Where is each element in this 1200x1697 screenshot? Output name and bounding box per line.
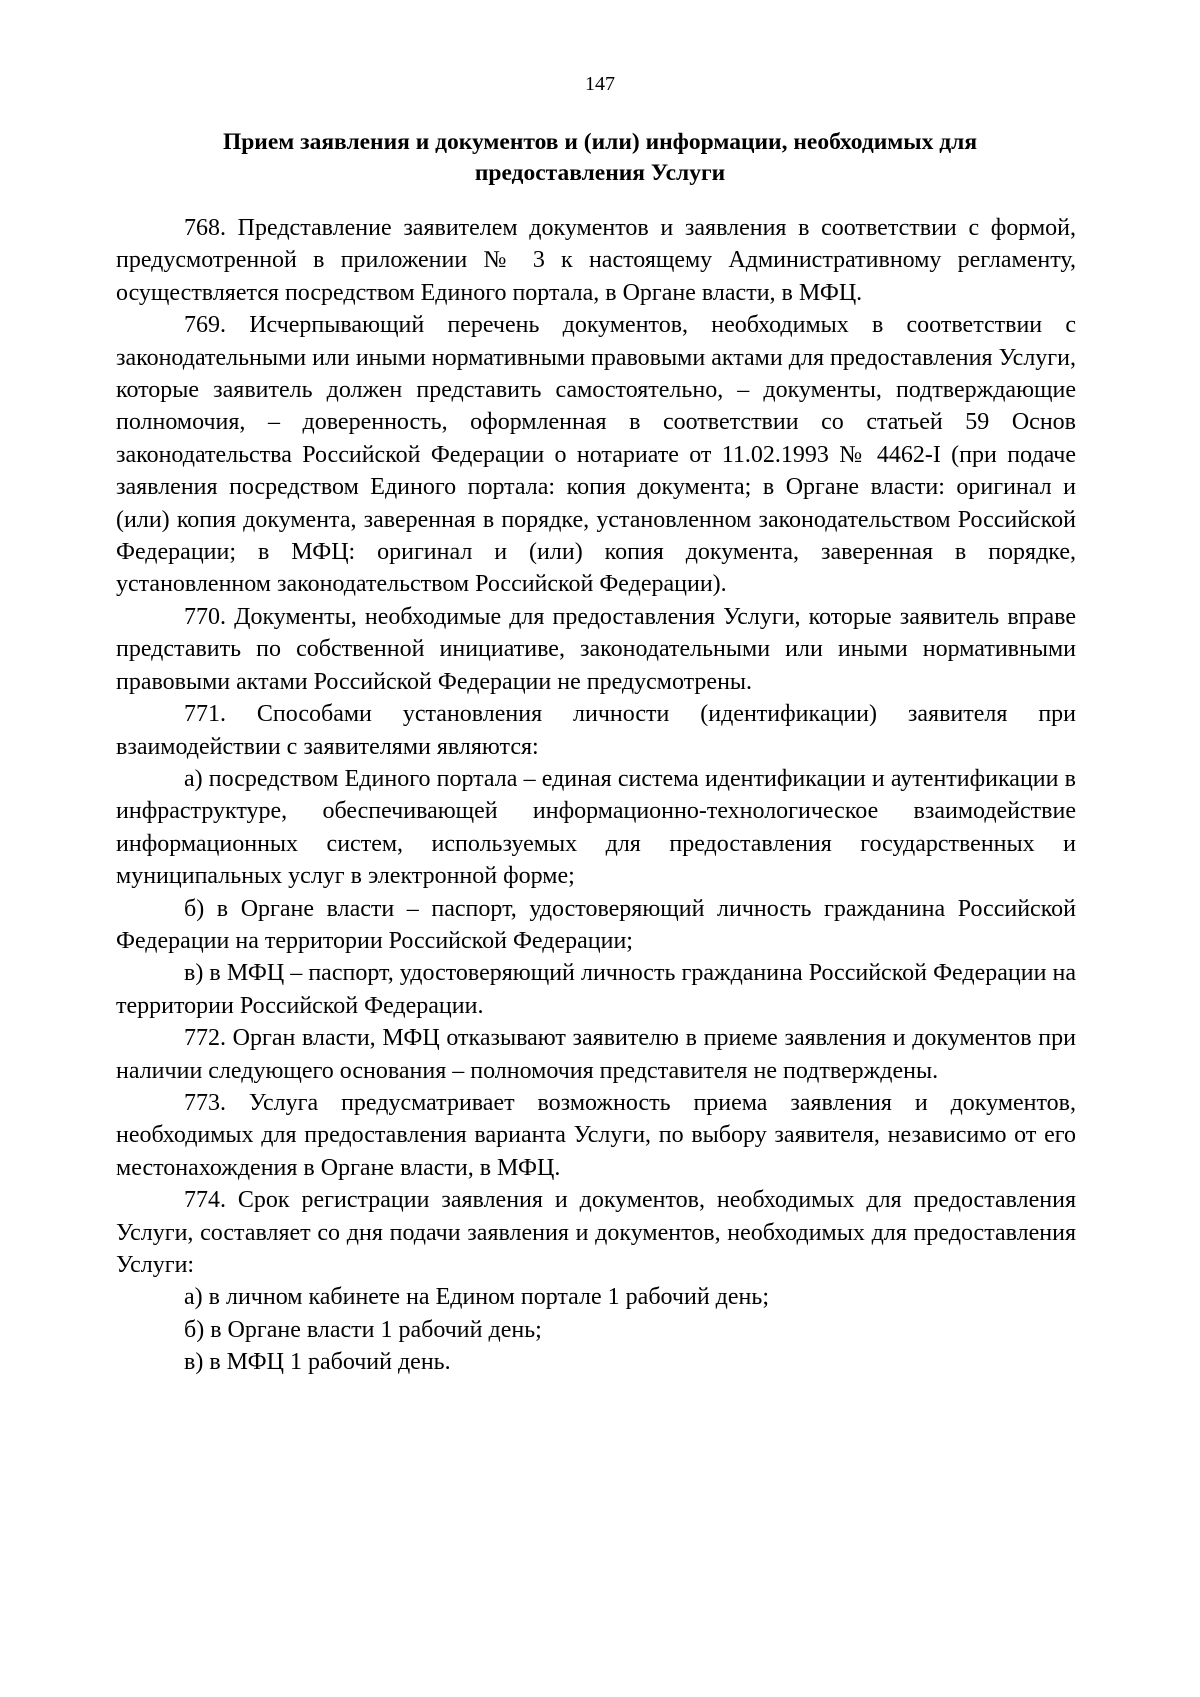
list-item-774-c: в) в МФЦ 1 рабочий день. <box>184 1349 451 1376</box>
paragraph-770: 770. Документы, необходимые для предоставления Услуги, которые заявитель вправе представить по собственной инициативе, законодательными или иными нормативными правовыми актами Российской Федерации не предусмотрены. <box>116 603 1076 695</box>
paragraph-768: 768. Представление заявителем документов и заявления в соответствии с формой, предусмотренной в приложении № 3 к настоящему Административному регламенту, осуществляется посредством Единого портала, в Органе власти, в МФЦ. <box>116 215 1076 306</box>
document-body <box>116 212 1076 1379</box>
paragraph-772: 772. Орган власти, МФЦ отказывают заявителю в приеме заявления и документов при наличии следующего основания – полномочия представителя не подтверждены. <box>116 1025 1076 1084</box>
paragraph-774: 774. Срок регистрации заявления и документов, необходимых для предоставления Услуги, составляет со дня подачи заявления и документов, необходимых для предоставления Услуги: <box>116 1187 1076 1278</box>
list-item-771-a: а) посредством Единого портала – единая система идентификации и аутентификации в инфраструктуре, обеспечивающей информационно-технологическое взаимодействие информационных систем, используемых для предоставления государственных и муниципальных услуг в электронной форме; <box>116 765 1076 890</box>
list-item-771-c: в) в МФЦ – паспорт, удостоверяющий личность гражданина Российской Федерации на территории Российской Федерации. <box>116 960 1076 1019</box>
list-item-774-a: а) в личном кабинете на Едином портале 1 рабочий день; <box>184 1284 769 1311</box>
section-title: Прием заявления и документов и (или) информации, необходимых для предоставления Услуги <box>222 129 978 186</box>
paragraph-769: 769. Исчерпывающий перечень документов, необходимых в соответствии с законодательными или иными нормативными правовыми актами для предоставления Услуги, которые заявитель должен представить самостоятельно, – документы, подтверждающие полномочия, – доверенность, оформленная в соответствии со статьей 59 Основ законодательства Российской Федерации о нотариате от 11.02.1993 № 4462-I (при подаче заявления посредством Единого портала: копия документа; в Органе власти: оригинал и (или) копия документа, заверенная в порядке, установленном законодательством Российской Федерации; в МФЦ: оригинал и (или) копия документа, заверенная в порядке, установленном законодательством Российской Федерации). <box>116 312 1076 598</box>
paragraph-771: 771. Способами установления личности (идентификации) заявителя при взаимодействии с заявителями являются: <box>116 701 1076 760</box>
list-item-771-b: б) в Органе власти – паспорт, удостоверяющий личность гражданина Российской Федерации на территории Российской Федерации; <box>116 895 1076 954</box>
list-item-774-b: б) в Органе власти 1 рабочий день; <box>184 1316 542 1343</box>
paragraph-773: 773. Услуга предусматривает возможность приема заявления и документов, необходимых для предоставления варианта Услуги, по выбору заявителя, независимо от его местонахождения в Органе власти, в МФЦ. <box>116 1089 1076 1181</box>
page-number: 147 <box>585 73 615 95</box>
